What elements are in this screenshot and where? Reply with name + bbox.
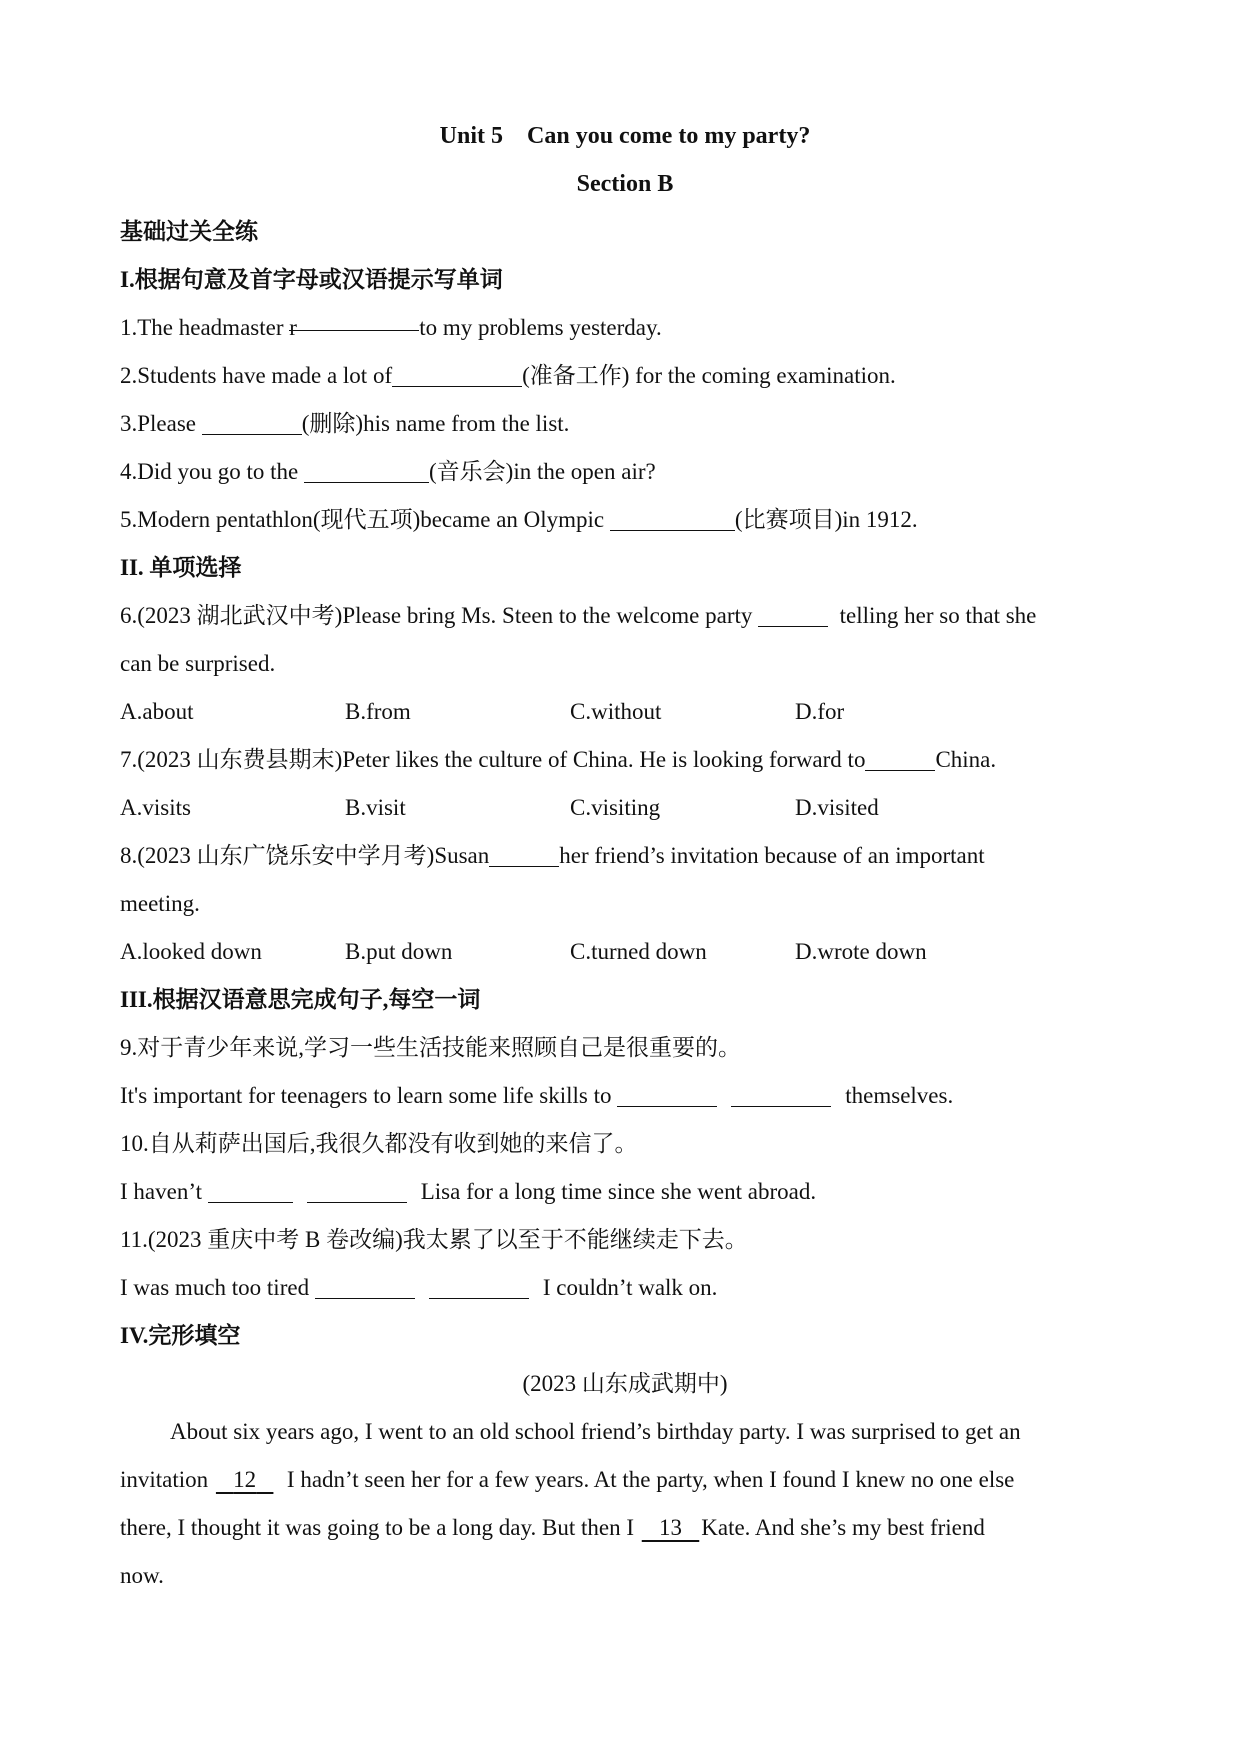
practice-label: 基础过关全练 [120, 219, 258, 244]
answer-blank-3[interactable] [202, 408, 302, 435]
question-8: 8.(2023 山东广饶乐安中学月考)Susan her friend’s invitation because of an important [120, 832, 1130, 880]
question-10-chinese: 10.自从莉萨出国后,我很久都没有收到她的来信了。 [120, 1131, 638, 1156]
option-8b[interactable]: B.put down [345, 939, 453, 964]
answer-blank-4[interactable] [304, 456, 429, 483]
cloze-blank-12[interactable]: 12 [233, 1467, 257, 1492]
cloze-source: (2023 山东成武期中) [522, 1371, 728, 1396]
option-7d[interactable]: D.visited [795, 795, 879, 820]
option-8c[interactable]: C.turned down [570, 939, 707, 964]
cloze-blank-13[interactable]: 13 [659, 1515, 682, 1540]
question-9: It's important for teenagers to learn some life skills to themselves. [120, 1072, 1130, 1120]
answer-blank-9b[interactable] [731, 1080, 831, 1107]
cloze-paragraph-line-3: there, I thought it was going to be a long day. But then I 13 Kate. And she’s my best friend [120, 1515, 985, 1540]
option-7a[interactable]: A.visits [120, 795, 191, 820]
question-6-options [120, 688, 1130, 736]
answer-blank-9a[interactable] [617, 1080, 717, 1107]
part3-heading: III.根据汉语意思完成句子,每空一词 [120, 987, 481, 1012]
answer-blank-1[interactable]: r [289, 304, 419, 331]
option-7c[interactable]: C.visiting [570, 795, 661, 820]
question-3: 3.Please (删除)his name from the list. [120, 400, 1130, 448]
option-6a[interactable]: A.about [120, 699, 194, 724]
question-9-chinese: 9.对于青少年来说,学习一些生活技能来照顾自己是很重要的。 [120, 1035, 741, 1060]
part1-heading: I.根据句意及首字母或汉语提示写单词 [120, 267, 503, 292]
question-8-continued: meeting. [120, 891, 200, 916]
option-6c[interactable]: C.without [570, 699, 662, 724]
question-2: 2.Students have made a lot of (准备工作) for the coming examination. [120, 352, 1130, 400]
unit-title: Unit 5 Can you come to my party? [439, 123, 811, 149]
option-8d[interactable]: D.wrote down [795, 939, 927, 964]
answer-blank-11a[interactable] [315, 1272, 415, 1299]
question-7-options [120, 784, 1130, 832]
option-6b[interactable]: B.from [345, 699, 411, 724]
cloze-paragraph-line-2: invitation 12 I hadn’t seen her for a few years. At the party, when I found I knew no one else [120, 1467, 1015, 1492]
question-1: 1.The headmaster r to my problems yesterday. [120, 304, 1130, 352]
worksheet-content [120, 112, 1130, 1600]
answer-blank-11b[interactable] [429, 1272, 529, 1299]
question-11-chinese: 11.(2023 重庆中考 B 卷改编)我太累了以至于不能继续走下去。 [120, 1227, 748, 1252]
question-6: 6.(2023 湖北武汉中考)Please bring Ms. Steen to the welcome party telling her so that she [120, 592, 1130, 640]
option-7b[interactable]: B.visit [345, 795, 406, 820]
answer-blank-8[interactable] [489, 840, 559, 867]
answer-blank-10a[interactable] [208, 1176, 293, 1203]
question-5: 5.Modern pentathlon(现代五项)became an Olympic (比赛项目)in 1912. [120, 496, 1130, 544]
answer-blank-5[interactable] [610, 504, 735, 531]
answer-blank-7[interactable] [865, 744, 935, 771]
section-title: Section B [576, 171, 674, 197]
part2-heading: II. 单项选择 [120, 555, 242, 580]
answer-blank-10b[interactable] [307, 1176, 407, 1203]
option-8a[interactable]: A.looked down [120, 939, 262, 964]
question-11: I was much too tired I couldn’t walk on. [120, 1264, 1130, 1312]
question-7: 7.(2023 山东费县期末)Peter likes the culture of China. He is looking forward to China. [120, 736, 1130, 784]
question-6-continued: can be surprised. [120, 651, 276, 676]
answer-blank-6[interactable] [758, 600, 828, 627]
question-8-options [120, 928, 1130, 976]
answer-blank-2[interactable] [392, 360, 522, 387]
cloze-paragraph-line-4: now. [120, 1563, 164, 1588]
option-6d[interactable]: D.for [795, 699, 845, 724]
part4-heading: IV.完形填空 [120, 1323, 241, 1348]
question-4: 4.Did you go to the (音乐会)in the open air? [120, 448, 1130, 496]
question-10: I haven’t Lisa for a long time since she went abroad. [120, 1168, 1130, 1216]
cloze-paragraph-line-1: About six years ago, I went to an old school friend’s birthday party. I was surprised to get an [170, 1419, 1021, 1444]
